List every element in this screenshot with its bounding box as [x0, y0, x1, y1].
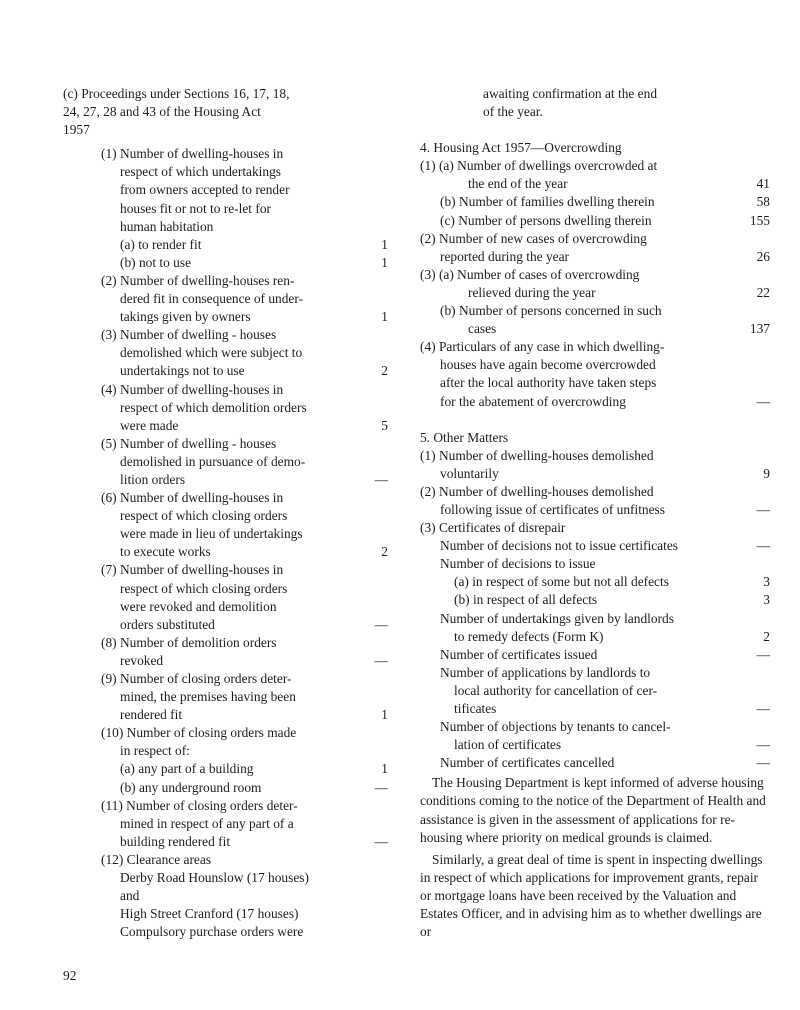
- value: 1: [381, 761, 388, 777]
- value: —: [756, 538, 770, 554]
- value: 2: [381, 363, 388, 379]
- value: —: [756, 701, 770, 716]
- page-number: 92: [63, 968, 77, 983]
- item-1: (1) Number of dwelling-houses in: [101, 146, 284, 162]
- item-11: (11) Number of closing orders deter-: [101, 797, 298, 813]
- value: 3: [763, 574, 770, 590]
- value: 26: [756, 248, 770, 264]
- value: —: [374, 652, 388, 668]
- value: 1: [381, 707, 388, 723]
- value: —: [374, 779, 388, 795]
- value: —: [756, 646, 770, 662]
- right-column: awaiting confirmation at the end of the year. 4. Housing Act 1957—Overcrowding (1) (a) Number of dwellings overcrowded at the end of the year 41 (b) Number of families dwelling therein 58 (c) Number of persons dwelling therein 155 (2) Number of new cases of overcrowding reported during the year 26 (3) (a) Number of cases of overcrowding relieved during the year 22 (b) Number of persons concerned in such cases 137 (4) Particulars of any case in which dwelling- houses have again become overcrowded after the local authority have taken steps for the abatement of overcrowding — 5. Other Matters (1) Number of dwelling-houses demolished voluntarily 9 (2) Number of dwelling-houses demolished following issue of certificates of unfitness — (3) Certificates of disrepair Number of decisions not to issue certificates — Number of decisions to issue (a) in respect of some but not all defects 3 (b) in respect of all defects 3 Number of undertakings given by landlords to remedy defects (Form K) 2 Number of certificates issued — Number of applications by landlords to local authority for cancellation of cer- tificates — Number of objections by tenants to cancel- lation of certificates — Number of certificates cancelled — The Housing Department is kept informed of adverse housing conditions coming to the notice of the Department of Health and assistance is given in the assessment of applications for re-housing where priority on medical grounds is claimed. Similarly, a great deal of time is spent in inspecting dwellings in respect of which applications for improvement grants, repair or mortgage loans have been received by the Valuation and Estates Officer, and in advising him as to whether dwellings are or: [420, 85, 770, 941]
- value: 2: [763, 628, 770, 644]
- value: 1: [381, 236, 388, 252]
- item-8: (8) Number of demolition orders: [101, 634, 277, 650]
- value: —: [374, 833, 388, 849]
- paragraph-inspections: Similarly, a great deal of time is spent in inspecting dwellings in respect of which applications for improvement grants, repair or mortgage loans have been received by the Valuation and Estates Officer, and in advising him as to whether dwellings are or: [420, 851, 763, 940]
- value: —: [374, 616, 388, 632]
- section-c-heading: (c) Proceedings under Sections 16, 17, 18, 24, 27, 28 and 43 of the Housing Act 1957: [63, 86, 290, 138]
- item-1b: (b) not to use 1: [63, 254, 388, 272]
- item-10: (10) Number of closing orders made: [101, 725, 297, 741]
- value: 155: [749, 212, 770, 228]
- left-column: (c) Proceedings under Sections 16, 17, 18, 24, 27, 28 and 43 of the Housing Act 1957 (1) Number of dwelling-houses in respect of which undertakings from owners accepted to render houses fit or not to re-let for human habitation (a) to render fit 1 (b) not to use 1 (2) Number of dwelling-houses ren- dered fit in consequence of under- takings given by owners 1 (3) Number of dwelling - houses demolished which were subject to undertakings not to use 2 (4) Number of dwelling-houses in respect of which demolition orders were made 5 (5) Number of dwelling - houses demolished in pursuance of demo- lition orders — (6) Number of dwelling-houses in respect of which closing orders were made in lieu of undertakings to execute works 2 (7) Number of dwelling-houses in respect of which closing orders were revoked and demolition orders substituted — (8) Number of demolition orders revoked — (9) Number of closing orders deter- mined, the premises having been rendered fit 1 (10) Number of closing orders made in respect of: (a) any part of a building 1 (b) any underground room — (11) Number of closing orders deter- mined in respect of any part of a building rendered fit — (12) Clearance areas Derby Road Hounslow (17 houses) and High Street Cranford (17 houses) Compulsory purchase orders were: [63, 86, 388, 940]
- value: 9: [763, 465, 770, 481]
- item-6: (6) Number of dwelling-houses in: [101, 490, 284, 506]
- value: 41: [756, 176, 770, 192]
- section-5-heading: 5. Other Matters: [420, 429, 509, 445]
- item-1a: (a) to render fit 1: [63, 236, 388, 254]
- section-4-heading: 4. Housing Act 1957—Overcrowding: [420, 140, 622, 156]
- item-2: (2) Number of dwelling-houses ren-: [101, 272, 295, 288]
- value: 3: [763, 592, 770, 608]
- value: 58: [756, 194, 770, 210]
- value: 5: [381, 417, 388, 433]
- item-3: (3) Number of dwelling - houses: [101, 327, 277, 343]
- value: —: [756, 737, 770, 753]
- item-4: (4) Number of dwelling-houses in: [101, 381, 284, 397]
- paragraph-housing-department: The Housing Department is kept informed of adverse housing conditions coming to the notice of the Department of Health and assistance is given in the assessment of applications for re-housing where priority on medical grounds is claimed.: [420, 775, 766, 845]
- item-5: (5) Number of dwelling - houses: [101, 435, 277, 451]
- value: —: [756, 501, 770, 517]
- value: —: [374, 471, 388, 487]
- value: 1: [381, 309, 388, 325]
- value: 22: [756, 284, 770, 300]
- item-7: (7) Number of dwelling-houses in: [101, 562, 284, 578]
- item-12: (12) Clearance areas: [101, 851, 212, 867]
- item-9: (9) Number of closing orders deter-: [101, 671, 292, 686]
- value: 2: [381, 544, 388, 560]
- value: —: [756, 393, 770, 409]
- value: —: [756, 755, 770, 771]
- value: 1: [381, 254, 388, 270]
- value: 137: [749, 321, 770, 337]
